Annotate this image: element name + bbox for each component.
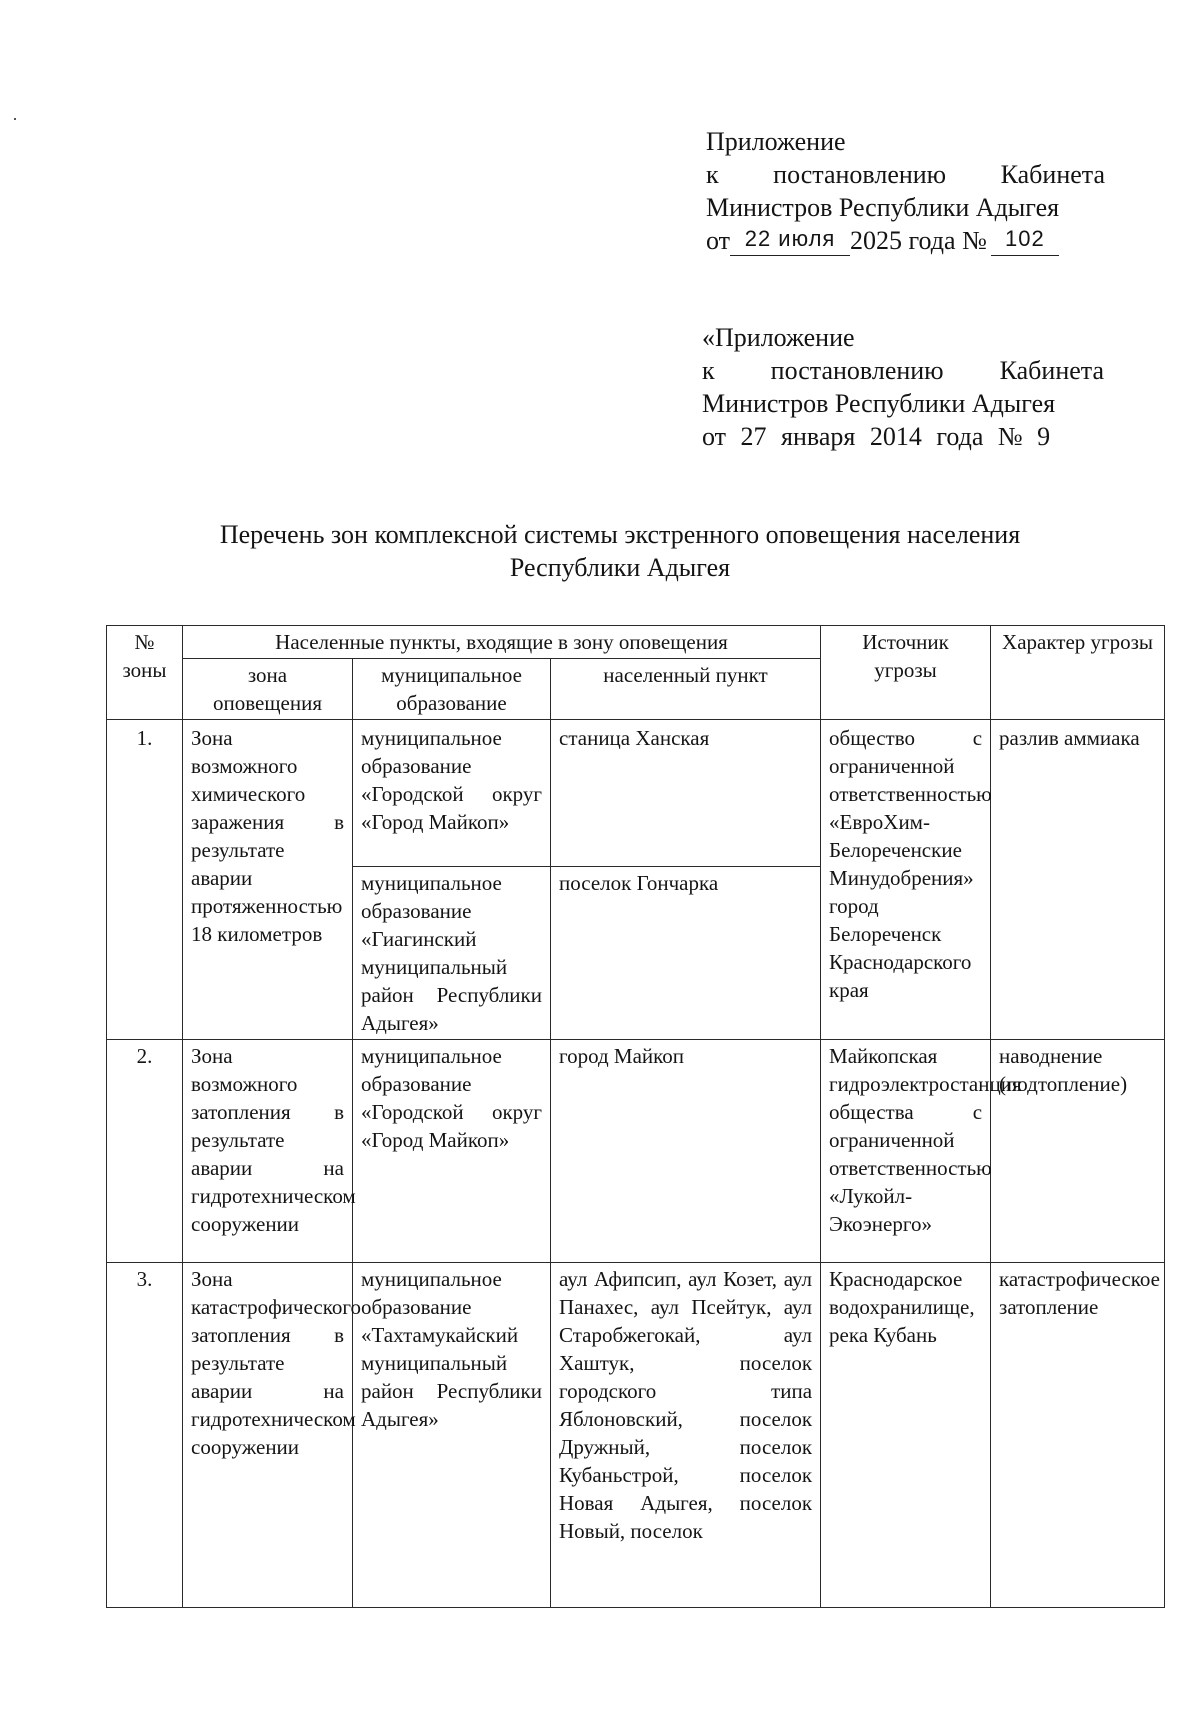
table-header-row [107,626,1165,659]
row-municipality: муниципальное образование «Гиагинский муниципальный район Республики Адыгея» [353,867,551,1040]
appendix-current-date: от 22 июля 2025 года № 102 [706,224,1105,258]
appendix-original-line4: от 27 января 2014 года № 9 [702,422,1051,451]
header-municipality: муниципальное образование [353,659,551,720]
row-settlement: поселок Гончарка [551,867,821,1040]
row-threat-nature: наводнение (подтопление) [991,1040,1165,1263]
document-title [120,518,1120,584]
row-threat-source: Майкопская гидроэлектростанция общества с ограниченной ответственностью «Лукойл-Экоэнерго» [821,1040,991,1263]
header-settlement: населенный пункт [551,659,821,720]
row-threat-source: общество с ограниченной ответственностью «ЕвроХим-Белореченские Минудобрения» город Белореченск Краснодарского края [821,720,991,1040]
appendix-original-title: «Приложение [702,323,855,352]
row-zone: Зона возможного химического заражения в результате аварии протяженностью 18 километров [183,720,353,1040]
appendix-original-line2: к постановлению Кабинета [702,356,1104,385]
appendix-original [702,321,1104,453]
row-threat-nature: катастрофическое затопление [991,1263,1165,1608]
table-row [107,1263,1165,1608]
row-settlement: аул Афипсип, аул Козет, аул Панахес, аул Псейтук, аул Старобжегокай, аул Хаштук, поселок городского типа Яблоновский, поселок Дружный, поселок Кубаньстрой, поселок Новая Адыгея, поселок Новый, поселок [551,1263,821,1608]
row-threat-source: Краснодарское водохранилище, река Кубань [821,1263,991,1608]
row-municipality: муниципальное образование «Городской округ «Город Майкоп» [353,720,551,867]
appendix-current-line3: Министров Республики Адыгея [706,193,1060,222]
row-threat-nature: разлив аммиака [991,720,1165,1040]
row-municipality: муниципальное образование «Городской округ «Город Майкоп» [353,1040,551,1263]
table-row [107,720,1165,867]
header-zone-number: № зоны [107,626,183,720]
header-threat-nature: Характер угрозы [991,626,1165,720]
document-title-line1: Перечень зон комплексной системы экстренного оповещения населения [219,520,1021,549]
appendix-current [706,125,1105,258]
table-row [107,1040,1165,1263]
appendix-current-line2: к постановлению Кабинета [706,160,1105,189]
decree-number: 102 [991,222,1059,256]
row-settlement: станица Ханская [551,720,821,867]
header-warning-zone: зона оповещения [183,659,353,720]
row-zone: Зона возможного затопления в результате аварии на гидротехническом сооружении [183,1040,353,1263]
document-title-line2: Республики Адыгея [509,553,731,582]
warning-zones-table [106,625,1165,1608]
row-number: 3. [107,1263,183,1608]
row-number: 1. [107,720,183,1040]
row-zone: Зона катастрофического затопления в результате аварии на гидротехническом сооружении [183,1263,353,1608]
row-municipality: муниципальное образование «Тахтамукайский муниципальный район Республики Адыгея» [353,1263,551,1608]
header-settlements-group: Населенные пункты, входящие в зону оповещения [183,626,821,659]
decree-date: 22 июля [730,222,850,256]
row-settlement: город Майкоп [551,1040,821,1263]
row-number: 2. [107,1040,183,1263]
appendix-current-title: Приложение [706,127,846,156]
header-threat-source: Источник угрозы [821,626,991,720]
scan-speck [14,118,16,120]
appendix-original-line3: Министров Республики Адыгея [702,389,1056,418]
